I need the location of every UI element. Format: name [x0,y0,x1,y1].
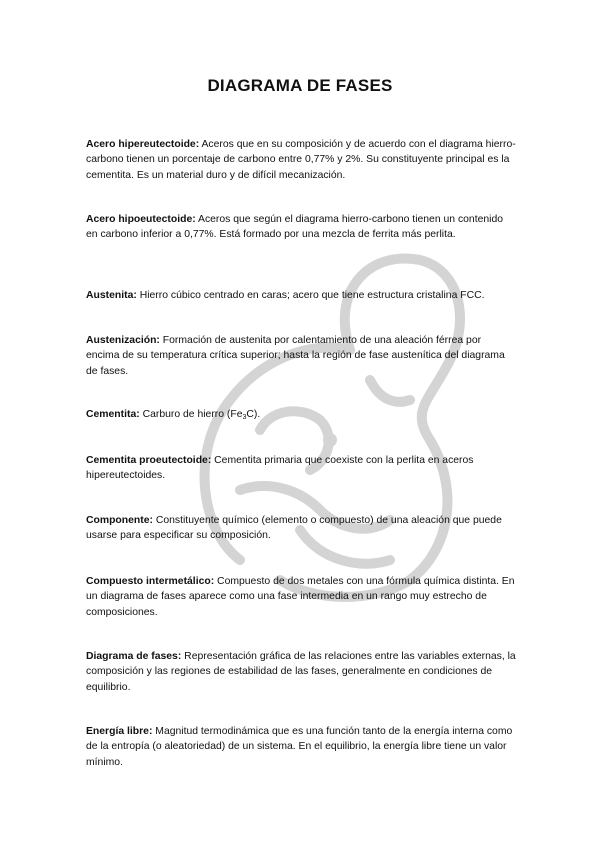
glossary-entry [86,649,516,695]
glossary-term: Diagrama de fases: [86,651,182,662]
glossary-entry [86,137,516,183]
glossary-term: Compuesto intermetálico: [86,576,215,587]
glossary-definition: Aceros que en su composición y de acuerdo con el diagrama hierro-carbono tienen un porcentaje de carbono entre 0,77% y 2%. Su constituyente principal es la cementita. Es un material duro y de difícil mecanización. [86,139,516,181]
glossary-entry [86,453,516,484]
page-title: DIAGRAMA DE FASES [207,76,393,95]
glossary-definition: Constituyente químico (elemento o compuesto) de una aleación que puede usarse para especificar su composición. [86,515,502,542]
glossary-definition: Carburo de hierro (Fe [139,409,243,420]
glossary-entry [86,333,516,379]
subscript-number: 3 [242,414,247,421]
glossary-definition: Formación de austenita por calentamiento de una aleación férrea por encima de su temperatura crítica superior; hasta la región de fase austenítica del diagrama de fases. [86,335,505,377]
glossary-term: Acero hipoeutectoide: [86,214,196,225]
glossary-definition: Hierro cúbico centrado en caras; acero que tiene estructura cristalina FCC. [136,290,485,301]
glossary-entry [86,513,516,544]
glossary-entry [86,724,516,770]
glossary-definition: Cementita primaria que coexiste con la perlita en aceros hipereutectoides. [86,455,474,482]
glossary-entry [86,574,516,620]
glossary-definition: Representación gráfica de las relaciones entre las variables externas, la composición y las regiones de estabilidad de las fases, generalmente en condiciones de equilibrio. [86,651,516,693]
glossary-entry [86,212,516,243]
glossary-definition: Compuesto de dos metales con una fórmula química distinta. En un diagrama de fases aparece como una fase intermedia en un rango muy estrecho de composiciones. [86,576,515,618]
glossary-term: Energía libre: [86,726,153,737]
glossary-term: Componente: [86,515,153,526]
glossary-term: Austenización: [86,335,160,346]
glossary-term: Acero hipereutectoide: [86,139,200,150]
glossary-entry [86,288,516,303]
glossary-term: Austenita: [86,290,137,301]
glossary-term: Cementita: [86,409,140,420]
glossary-definition: C). [246,409,261,420]
glossary-definition: Magnitud termodinámica que es una función tanto de la energía interna como de la entropía (o aleatoriedad) de un sistema. En el equilibrio, la energía libre tiene un valor mínimo. [86,726,513,768]
glossary-term: Cementita proeutectoide: [86,455,212,466]
glossary-definition: Aceros que según el diagrama hierro-carbono tienen un contenido en carbono inferior a 0,77%. Está formado por una mezcla de ferrita más perlita. [86,214,504,241]
glossary-entry [86,407,516,425]
